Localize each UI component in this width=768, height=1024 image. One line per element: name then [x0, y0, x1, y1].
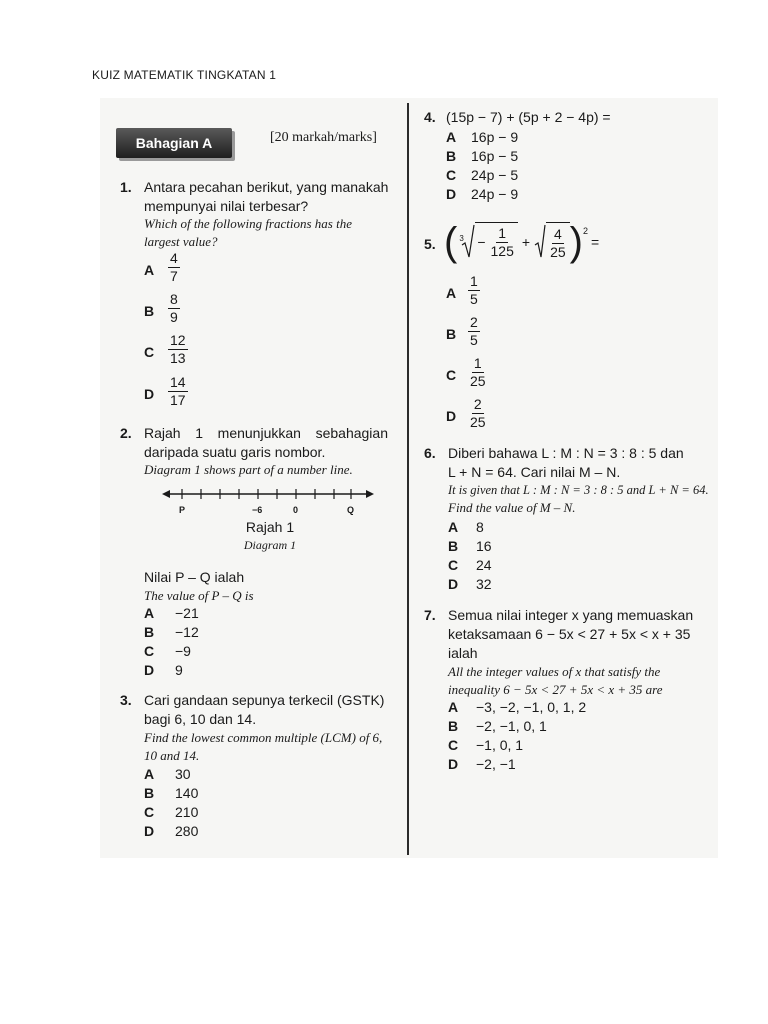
option-letter: C — [144, 643, 155, 659]
option-letter: C — [446, 367, 457, 383]
fraction-numerator: 4 — [553, 225, 562, 242]
section-marks: [20 markah/marks] — [270, 130, 377, 145]
question-text-en: largest value? — [144, 234, 218, 249]
option-value[interactable]: 16p − 5 — [471, 148, 519, 164]
option-letter: D — [144, 823, 155, 839]
column-divider — [407, 103, 409, 855]
question-text-ms: Rajah 1 menunjukkan sebahagian — [144, 425, 388, 441]
radicand — [475, 222, 518, 260]
square-root — [534, 223, 570, 261]
fraction-denominator: 25 — [470, 373, 486, 389]
fraction-denominator: 25 — [550, 243, 566, 260]
question-number: 3. — [120, 692, 132, 708]
option-letter: B — [446, 326, 457, 342]
option-letter: B — [448, 718, 459, 734]
question-expression: (15p − 7) + (5p + 2 − 4p) = — [446, 109, 611, 125]
fraction-numerator: 14 — [170, 374, 186, 390]
fraction-denominator: 7 — [170, 268, 178, 284]
option-value[interactable]: 24 — [476, 557, 492, 573]
question-text-en: It is given that L : M : N = 3 : 8 : 5 and L + N = 64. — [448, 483, 709, 497]
scanned-page — [100, 98, 718, 858]
close-paren: ) — [569, 220, 583, 264]
question-number: 6. — [424, 445, 436, 461]
option-value[interactable]: −3, −2, −1, 0, 1, 2 — [476, 699, 587, 715]
option-value[interactable]: −2, −1, 0, 1 — [476, 718, 547, 734]
minus-sign: − — [477, 234, 486, 250]
q5-expression — [444, 218, 599, 266]
option-letter: A — [448, 699, 459, 715]
question-text-en: All the integer values of x that satisfy the — [448, 664, 661, 679]
option-value[interactable]: −1, 0, 1 — [476, 737, 524, 753]
question-prompt-en: The value of P – Q is — [144, 588, 254, 603]
open-paren: ( — [444, 220, 458, 264]
option-fraction[interactable] — [168, 291, 180, 326]
question-number: 5. — [424, 236, 436, 252]
option-value[interactable]: 16p − 9 — [471, 129, 519, 145]
question-text-ms: Semua nilai integer x yang memuaskan — [448, 607, 694, 623]
option-fraction[interactable] — [168, 250, 180, 285]
plus-sign: + — [521, 233, 531, 250]
question-text-ms: L + N = 64. Cari nilai M – N. — [448, 464, 621, 480]
question-text-ms: Diberi bahawa L : M : N = 3 : 8 : 5 dan — [448, 445, 684, 461]
question-text-en: Find the value of M – N. — [448, 500, 576, 515]
fraction-numerator: 8 — [170, 291, 178, 307]
fraction-numerator: 12 — [170, 332, 186, 348]
question-text-ms: mempunyai nilai terbesar? — [144, 198, 309, 214]
option-value[interactable]: 210 — [175, 804, 199, 820]
question-prompt-ms: Nilai P – Q ialah — [144, 569, 245, 585]
question-text-ms: ketaksamaan 6 − 5x < 27 + 5x < x + 35 — [448, 626, 691, 642]
document-header: KUIZ MATEMATIK TINGKATAN 1 — [92, 68, 277, 82]
option-value[interactable]: 24p − 9 — [471, 186, 519, 202]
option-value[interactable]: 24p − 5 — [471, 167, 519, 183]
question-number: 4. — [424, 109, 436, 125]
option-letter: A — [144, 262, 155, 278]
option-letter: D — [446, 408, 457, 424]
option-value[interactable]: 9 — [175, 662, 183, 678]
option-letter: C — [448, 737, 459, 753]
diagram-caption: Rajah 1 — [245, 519, 295, 535]
option-letter: C — [144, 344, 155, 360]
option-letter: D — [446, 186, 457, 202]
radical-sign — [534, 223, 546, 261]
fraction — [489, 225, 516, 260]
fraction-denominator: 13 — [170, 350, 186, 366]
number-line-label-q: Q — [347, 505, 355, 515]
question-text-en: inequality 6 − 5x < 27 + 5x < x + 35 are — [448, 682, 663, 697]
fraction — [548, 226, 568, 261]
radicand — [546, 222, 570, 261]
option-letter: B — [144, 303, 155, 319]
option-fraction[interactable] — [468, 314, 480, 349]
question-text-ms: daripada suatu garis nombor. — [144, 444, 326, 460]
question-number: 1. — [120, 179, 132, 195]
option-letter: A — [448, 519, 459, 535]
fraction-denominator: 5 — [470, 332, 478, 348]
option-fraction[interactable] — [468, 273, 480, 308]
fraction-denominator: 5 — [470, 291, 478, 307]
option-value[interactable]: 140 — [175, 785, 199, 801]
option-letter: D — [448, 576, 459, 592]
fraction-denominator: 17 — [170, 392, 186, 408]
option-value[interactable]: 32 — [476, 576, 492, 592]
fraction-numerator: 1 — [470, 273, 478, 289]
fraction-denominator: 125 — [490, 243, 514, 259]
option-letter: C — [144, 804, 155, 820]
exponent: 2 — [582, 226, 588, 236]
number-line-label-p: P — [179, 505, 186, 515]
option-fraction[interactable] — [468, 396, 488, 431]
option-letter: B — [446, 148, 457, 164]
equals-sign: = — [590, 233, 600, 250]
fraction-numerator: 2 — [473, 396, 482, 412]
number-line-label-zero: 0 — [293, 505, 299, 515]
question-text-ms: ialah — [448, 645, 478, 661]
option-letter: A — [144, 605, 155, 621]
fraction-denominator: 9 — [170, 309, 178, 325]
option-letter: A — [144, 766, 155, 782]
option-letter: B — [448, 538, 459, 554]
question-text-ms: bagi 6, 10 dan 14. — [144, 711, 257, 727]
option-letter: D — [144, 386, 155, 402]
section-badge: Bahagian A — [116, 128, 232, 158]
question-text-en: Diagram 1 shows part of a number line. — [144, 462, 353, 477]
option-letter: C — [448, 557, 459, 573]
fraction-numerator: 1 — [473, 355, 482, 371]
question-text-ms: Antara pecahan berikut, yang manakah — [144, 179, 389, 195]
number-line-diagram — [162, 484, 374, 514]
option-value[interactable]: −21 — [175, 605, 199, 621]
root-index: 3 — [459, 234, 464, 243]
option-fraction[interactable] — [168, 374, 188, 409]
option-letter: C — [446, 167, 457, 183]
fraction-numerator: 2 — [470, 314, 478, 330]
option-letter: B — [144, 785, 155, 801]
option-value[interactable]: 30 — [175, 766, 191, 782]
option-value[interactable]: −12 — [175, 624, 199, 640]
question-text-en: Find the lowest common multiple (LCM) of 6, — [144, 730, 383, 745]
number-line — [162, 484, 374, 504]
option-letter: B — [144, 624, 155, 640]
fraction-numerator: 4 — [170, 250, 178, 266]
option-letter: D — [144, 662, 155, 678]
cube-root — [459, 223, 518, 261]
option-value[interactable]: −9 — [175, 643, 191, 659]
option-letter: A — [446, 285, 457, 301]
question-number: 7. — [424, 607, 436, 623]
question-text-ms: Cari gandaan sepunya terkecil (GSTK) — [144, 692, 385, 708]
option-value[interactable]: −2, −1 — [476, 756, 516, 772]
fraction-numerator: 1 — [498, 225, 507, 241]
option-value[interactable]: 280 — [175, 823, 199, 839]
fraction-denominator: 25 — [470, 414, 486, 430]
question-text-en: Which of the following fractions has the — [144, 216, 352, 231]
question-number: 2. — [120, 425, 132, 441]
option-letter: A — [446, 129, 457, 145]
option-value[interactable]: 8 — [476, 519, 484, 535]
diagram-caption-en: Diagram 1 — [243, 538, 297, 552]
option-fraction[interactable] — [168, 332, 188, 367]
question-text-en: 10 and 14. — [144, 748, 200, 763]
number-line-label-minus-6: −6 — [252, 505, 263, 515]
option-fraction[interactable] — [468, 355, 488, 390]
option-value[interactable]: 16 — [476, 538, 492, 554]
option-letter: D — [448, 756, 459, 772]
